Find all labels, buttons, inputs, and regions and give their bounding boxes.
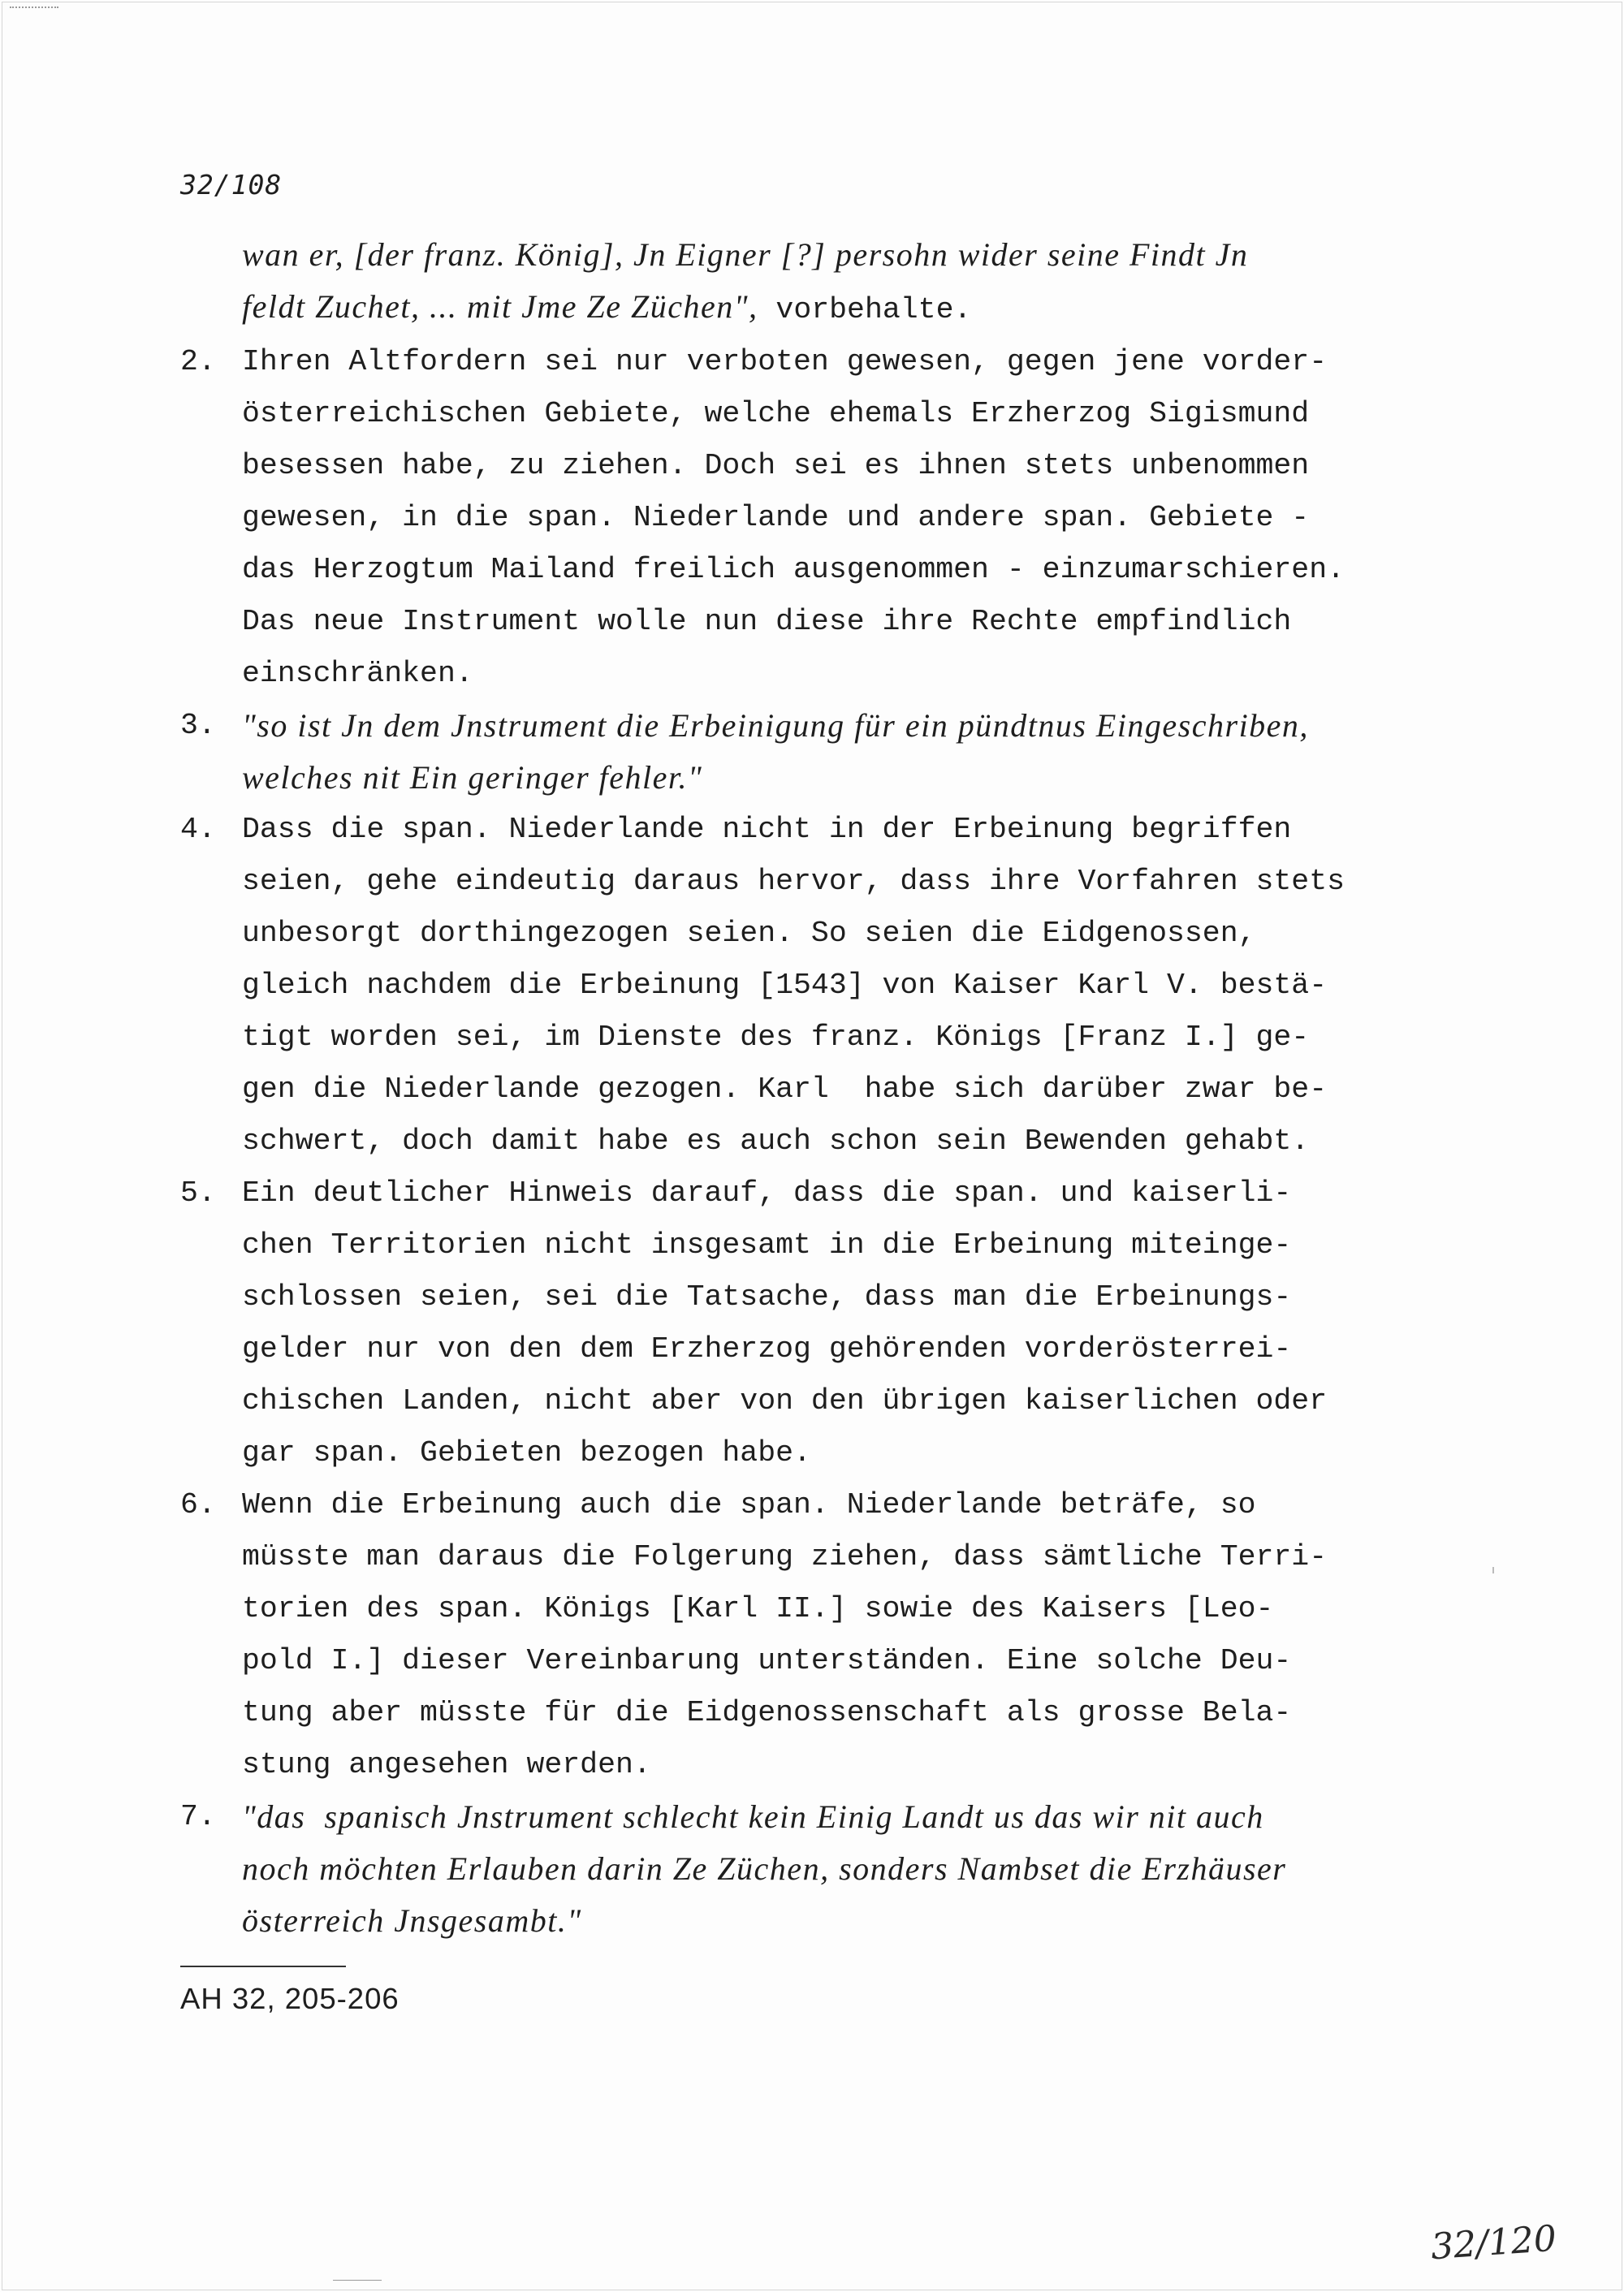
text-line: gelder nur von den dem Erzherzog gehörenden vorderösterrei- [242,1332,1292,1366]
text-line: unbesorgt dorthingezogen seien. So seien die Eidgenossen, [242,917,1256,950]
text-line: tigt worden sei, im Dienste des franz. Königs [Franz I.] ge- [242,1021,1310,1054]
quote-line: "das spanisch Jnstrument schlecht kein Einig Landt us das wir nit auch [242,1798,1264,1835]
text-line: chen Territorien nicht insgesamt in die Erbeinung miteinge- [242,1228,1292,1262]
list-item-body [180,336,1479,700]
text-line: Ihren Altfordern sei nur verboten gewesen, gegen jene vorder- [242,345,1328,378]
text-line: müsste man daraus die Folgerung ziehen, dass sämtliche Terri- [242,1540,1328,1573]
text-line: schwert, doch damit habe es auch schon sein Bewenden gehabt. [242,1124,1310,1158]
page-number: 32/108 [180,169,283,201]
list-item-number: 2. [180,345,216,378]
text-line: gen die Niederlande gezogen. Karl habe sich darüber zwar be- [242,1073,1328,1106]
list-item-7 [180,1791,1479,1947]
quote-line: noch möchten Erlauben darin Ze Züchen, sonders Nambset die Erzhäuser [242,1850,1287,1887]
archive-page-stamp: 32/120 [1429,2217,1558,2268]
intro-quote-line-2: feldt Zuchet, ... mit Jme Ze Züchen", [242,288,758,325]
text-line: stung angesehen werden. [242,1748,651,1781]
bottom-scan-mark [333,2280,382,2281]
list-item-number: 7. [180,1800,216,1833]
text-line: einschränken. [242,657,473,690]
footnote: AH 32, 205-206 [180,1982,400,2015]
list-item-2 [180,336,1479,700]
list-item-3 [180,700,1479,804]
text-line: Wenn die Erbeinung auch die span. Niederlande beträfe, so [242,1488,1256,1522]
text-line: Dass die span. Niederlande nicht in der Erbeinung begriffen [242,813,1292,846]
text-line: das Herzogtum Mailand freilich ausgenommen - einzumarschieren. [242,553,1345,586]
document-body [180,229,1479,1947]
text-line: pold I.] dieser Vereinbarung unterständen. Eine solche Deu- [242,1644,1292,1677]
intro-continuation [180,229,1479,336]
intro-line-2 [242,281,1479,336]
list-item-4 [180,804,1479,1168]
quote-line: welches nit Ein geringer fehler." [242,759,703,796]
text-line: chischen Landen, nicht aber von den übrigen kaiserlichen oder [242,1384,1328,1418]
text-line: österreichischen Gebiete, welche ehemals Erzherzog Sigismund [242,397,1310,430]
text-line: gar span. Gebieten bezogen habe. [242,1436,811,1470]
list-item-6 [180,1479,1479,1791]
text-line: seien, gehe eindeutig daraus hervor, dass ihre Vorfahren stets [242,865,1345,898]
list-item-5 [180,1168,1479,1479]
text-line: gleich nachdem die Erbeinung [1543] von Kaiser Karl V. bestä- [242,969,1328,1002]
list-item-body [180,804,1479,1168]
margin-speck [1492,1567,1494,1573]
quote-line: "so ist Jn dem Jnstrument die Erbeinigung für ein pündtnus Eingeschriben, [242,707,1309,744]
text-line: torien des span. Königs [Karl II.] sowie des Kaisers [Leo- [242,1592,1274,1625]
list-item-body [180,1791,1479,1947]
list-item-body [180,700,1479,804]
text-line: besessen habe, zu ziehen. Doch sei es ihnen stets unbenommen [242,449,1310,482]
list-item-number: 6. [180,1488,216,1522]
text-line: Ein deutlicher Hinweis darauf, dass die span. und kaiserli- [242,1176,1292,1210]
list-item-number: 5. [180,1176,216,1210]
text-line: Das neue Instrument wolle nun diese ihre Rechte empfindlich [242,605,1292,638]
text-line: schlossen seien, sei die Tatsache, dass man die Erbeinungs- [242,1280,1292,1314]
text-line: tung aber müsste für die Eidgenossenschaft als grosse Bela- [242,1696,1292,1729]
list-item-body [180,1168,1479,1479]
list-item-body [180,1479,1479,1791]
quote-line: österreich Jnsgesambt." [242,1902,582,1939]
intro-quote-line-1: wan er, [der franz. König], Jn Eigner [?] persohn wider seine Findt Jn [242,236,1249,273]
footnote-separator [180,1966,346,1967]
list-item-number: 3. [180,709,216,742]
list-item-number: 4. [180,813,216,846]
text-line: gewesen, in die span. Niederlande und andere span. Gebiete - [242,501,1310,534]
scan-corner-mark [10,6,58,13]
intro-tail: vorbehalte. [758,293,972,326]
